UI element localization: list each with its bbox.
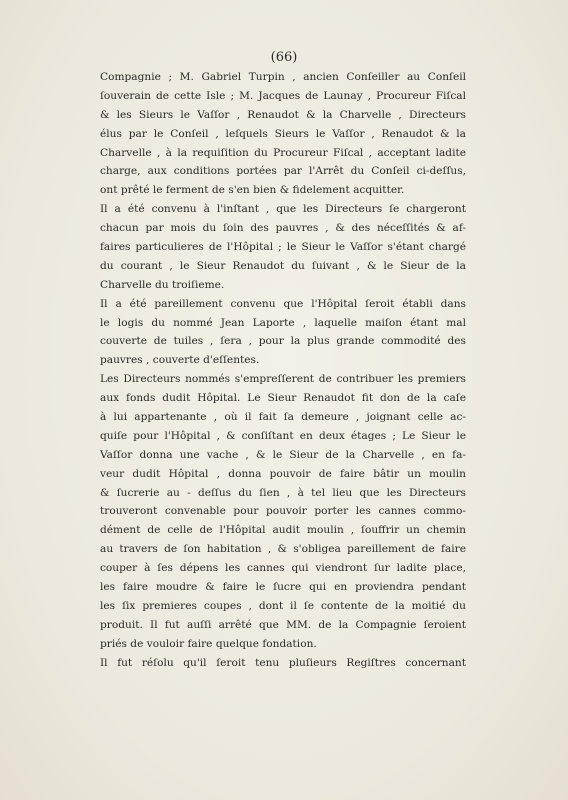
text-line: couverte de tuiles , ſera , pour la plus grande commodité des — [100, 335, 466, 348]
text-line: Vaſſor donna une vache , & le Sieur de la Charvelle , en fa- — [100, 448, 466, 461]
text-line: Charvelle du troiſieme. — [100, 278, 225, 291]
text-line: Les Directeurs nommés s'empreſſerent de contribuer les premiers — [100, 373, 466, 386]
body-text — [100, 68, 466, 673]
text-line: au travers de ſon habitation , & s'obligea pareillement de faire — [100, 543, 466, 556]
text-line: Charvelle , à la requiſition du Procureur Fiſcal , acceptant ladite — [100, 146, 466, 159]
text-line: du courant , le Sieur Renaudot du ſuivant , & le Sieur de la — [100, 259, 466, 272]
text-line: Il fut réſolu qu'il ſeroit tenu pluſieurs Regiſtres concernant — [100, 656, 466, 669]
text-line: & les Sieurs le Vaſſor , Renaudot & la Charvelle , Directeurs — [100, 108, 466, 121]
text-line: produit. Il fut auſſi arrêté que MM. de la Compagnie ſeroient — [100, 618, 466, 631]
text-line: les faire moudre & faire le ſucre qui en proviendra pendant — [100, 581, 466, 594]
text-line: Compagnie ; M. Gabriel Turpin , ancien Conſeiller au Conſeil — [100, 71, 466, 83]
text-line: ont prêté le ferment de s'en bien & fidelement acquitter. — [100, 184, 405, 197]
text-line: trouveront convenable pour pouvoir porter les cannes commo- — [100, 505, 466, 518]
text-line: veur dudit Hôpital , donna pouvoir de faire bâtir un moulin — [100, 467, 466, 480]
text-line: le logis du nommé Jean Laporte , laquelle maiſon étant mal — [100, 316, 466, 329]
text-line: quiſe pour l'Hôpital , & conſiſtant en deux étages ; Le Sieur le — [100, 429, 466, 442]
text-line: aux fonds dudit Hôpital. Le Sieur Renaudot fit don de la caſe — [100, 392, 466, 405]
text-line: charge, aux conditions portées par l'Arrêt du Conſeil ci-deſſus, — [100, 165, 466, 178]
text-line: & ſucrerie au - deſſus du ſien , à tel lieu que les Directeurs — [100, 486, 466, 499]
text-line: faires particulieres de l'Hôpital ; le Sieur le Vaſſor s'étant chargé — [100, 241, 466, 254]
text-line: chacun par mois du ſoin des pauvres , & des néceſſités & af- — [100, 222, 466, 235]
text-line: dément de celle de l'Hôpital audit moulin , ſouffrir un chemin — [100, 524, 466, 537]
page-number: (66) — [270, 50, 298, 65]
text-line: pauvres , couverte d'eſſentes. — [100, 354, 260, 367]
text-line: élus par le Conſeil , leſquels Sieurs le Vaſſor , Renaudot & la — [100, 127, 466, 140]
text-line: Il a été convenu à l'inſtant , que les Directeurs ſe chargeront — [100, 203, 466, 216]
text-line: Il a été pareillement convenu que l'Hôpital ſeroit établi dans — [100, 297, 466, 310]
text-line: à lui appartenante , où il fait ſa demeure , joignant celle ac- — [100, 411, 466, 424]
text-line: ſouverain de cette Isle ; M. Jacques de Launay , Procureur Fiſcal — [100, 89, 466, 102]
text-line: couper à ſes dépens les cannes qui viendront ſur ladite place, — [100, 562, 466, 575]
text-line: priés de vouloir faire quelque fondation. — [100, 637, 317, 650]
text-line: les ſix premieres coupes , dont il ſe contente de la moitié du — [100, 599, 466, 612]
